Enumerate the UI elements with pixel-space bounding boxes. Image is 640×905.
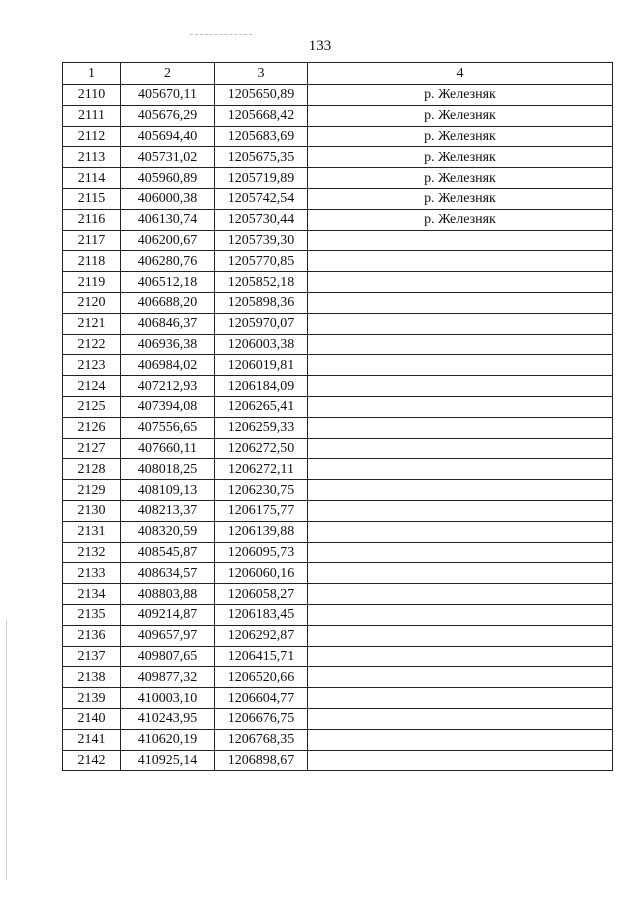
point-number-cell: 2140 [63,708,121,729]
note-cell [308,251,613,272]
table-row [63,584,613,605]
x-coordinate-cell: 406936,38 [121,334,215,355]
note-cell [308,376,613,397]
x-coordinate-cell: 406000,38 [121,188,215,209]
x-coordinate-cell: 406280,76 [121,251,215,272]
table-row [63,168,613,189]
x-coordinate-cell: 406512,18 [121,272,215,293]
y-coordinate-cell: 1206768,35 [215,729,308,750]
y-coordinate-cell: 1205852,18 [215,272,308,293]
y-coordinate-cell: 1205970,07 [215,313,308,334]
y-coordinate-cell: 1205770,85 [215,251,308,272]
note-cell: р. Железняк [308,126,613,147]
x-coordinate-cell: 406984,02 [121,355,215,376]
column-header-2: 2 [121,63,215,85]
note-cell: р. Железняк [308,209,613,230]
x-coordinate-cell: 409877,32 [121,667,215,688]
x-coordinate-cell: 405960,89 [121,168,215,189]
note-cell: р. Железняк [308,85,613,106]
table-row [63,625,613,646]
x-coordinate-cell: 407660,11 [121,438,215,459]
note-cell [308,272,613,293]
table-row [63,500,613,521]
note-cell [308,646,613,667]
x-coordinate-cell: 405670,11 [121,85,215,106]
point-number-cell: 2138 [63,667,121,688]
y-coordinate-cell: 1206139,88 [215,521,308,542]
table-row [63,438,613,459]
x-coordinate-cell: 407556,65 [121,417,215,438]
note-cell: р. Железняк [308,168,613,189]
note-cell: р. Железняк [308,105,613,126]
x-coordinate-cell: 405694,40 [121,126,215,147]
column-header-1: 1 [63,63,121,85]
table-header-row [63,63,613,85]
note-cell [308,459,613,480]
x-coordinate-cell: 409807,65 [121,646,215,667]
y-coordinate-cell: 1205739,30 [215,230,308,251]
point-number-cell: 2126 [63,417,121,438]
point-number-cell: 2124 [63,376,121,397]
y-coordinate-cell: 1205650,89 [215,85,308,106]
note-cell [308,708,613,729]
x-coordinate-cell: 408320,59 [121,521,215,542]
x-coordinate-cell: 410003,10 [121,688,215,709]
y-coordinate-cell: 1206058,27 [215,584,308,605]
point-number-cell: 2116 [63,209,121,230]
x-coordinate-cell: 407212,93 [121,376,215,397]
x-coordinate-cell: 408545,87 [121,542,215,563]
y-coordinate-cell: 1206272,50 [215,438,308,459]
x-coordinate-cell: 408213,37 [121,500,215,521]
table-row [63,480,613,501]
table-row [63,188,613,209]
point-number-cell: 2131 [63,521,121,542]
point-number-cell: 2139 [63,688,121,709]
table-row [63,521,613,542]
table-row [63,230,613,251]
y-coordinate-cell: 1206676,75 [215,708,308,729]
table-row [63,604,613,625]
point-number-cell: 2121 [63,313,121,334]
note-cell [308,313,613,334]
y-coordinate-cell: 1206230,75 [215,480,308,501]
point-number-cell: 2110 [63,85,121,106]
point-number-cell: 2111 [63,105,121,126]
note-cell: р. Железняк [308,188,613,209]
point-number-cell: 2119 [63,272,121,293]
table-row [63,85,613,106]
point-number-cell: 2129 [63,480,121,501]
x-coordinate-cell: 409657,97 [121,625,215,646]
point-number-cell: 2132 [63,542,121,563]
table-row [63,646,613,667]
note-cell [308,604,613,625]
point-number-cell: 2117 [63,230,121,251]
x-coordinate-cell: 408803,88 [121,584,215,605]
y-coordinate-cell: 1205675,35 [215,147,308,168]
table-row [63,667,613,688]
x-coordinate-cell: 405676,29 [121,105,215,126]
y-coordinate-cell: 1205730,44 [215,209,308,230]
column-header-3: 3 [215,63,308,85]
table-row [63,272,613,293]
table-row [63,209,613,230]
y-coordinate-cell: 1206060,16 [215,563,308,584]
note-cell [308,750,613,771]
point-number-cell: 2135 [63,604,121,625]
y-coordinate-cell: 1206003,38 [215,334,308,355]
x-coordinate-cell: 408018,25 [121,459,215,480]
x-coordinate-cell: 407394,08 [121,396,215,417]
table-row [63,251,613,272]
point-number-cell: 2118 [63,251,121,272]
y-coordinate-cell: 1206292,87 [215,625,308,646]
table-row [63,334,613,355]
point-number-cell: 2128 [63,459,121,480]
x-coordinate-cell: 408634,57 [121,563,215,584]
y-coordinate-cell: 1205898,36 [215,292,308,313]
x-coordinate-cell: 410925,14 [121,750,215,771]
note-cell [308,625,613,646]
point-number-cell: 2134 [63,584,121,605]
point-number-cell: 2133 [63,563,121,584]
y-coordinate-cell: 1206272,11 [215,459,308,480]
note-cell [308,729,613,750]
note-cell [308,334,613,355]
y-coordinate-cell: 1206259,33 [215,417,308,438]
point-number-cell: 2142 [63,750,121,771]
y-coordinate-cell: 1205683,69 [215,126,308,147]
y-coordinate-cell: 1205719,89 [215,168,308,189]
table-row [63,396,613,417]
y-coordinate-cell: 1206520,66 [215,667,308,688]
note-cell [308,230,613,251]
y-coordinate-cell: 1205668,42 [215,105,308,126]
point-number-cell: 2120 [63,292,121,313]
x-coordinate-cell: 406130,74 [121,209,215,230]
coordinates-table-container [62,62,613,771]
table-row [63,542,613,563]
note-cell: р. Железняк [308,147,613,168]
note-cell [308,292,613,313]
point-number-cell: 2112 [63,126,121,147]
y-coordinate-cell: 1206175,77 [215,500,308,521]
y-coordinate-cell: 1206898,67 [215,750,308,771]
note-cell [308,584,613,605]
x-coordinate-cell: 406200,67 [121,230,215,251]
y-coordinate-cell: 1206095,73 [215,542,308,563]
y-coordinate-cell: 1206604,77 [215,688,308,709]
point-number-cell: 2125 [63,396,121,417]
table-row [63,355,613,376]
x-coordinate-cell: 409214,87 [121,604,215,625]
coordinates-table [62,62,613,771]
table-row [63,417,613,438]
table-row [63,708,613,729]
scan-edge-line [6,620,7,880]
note-cell [308,688,613,709]
point-number-cell: 2122 [63,334,121,355]
table-row [63,729,613,750]
note-cell [308,500,613,521]
point-number-cell: 2136 [63,625,121,646]
column-header-4: 4 [308,63,613,85]
note-cell [308,521,613,542]
point-number-cell: 2123 [63,355,121,376]
point-number-cell: 2115 [63,188,121,209]
y-coordinate-cell: 1206265,41 [215,396,308,417]
point-number-cell: 2114 [63,168,121,189]
note-cell [308,667,613,688]
y-coordinate-cell: 1205742,54 [215,188,308,209]
table-row [63,459,613,480]
table-row [63,376,613,397]
point-number-cell: 2137 [63,646,121,667]
page-number: 133 [308,38,332,54]
note-cell [308,542,613,563]
table-row [63,750,613,771]
table-row [63,313,613,334]
point-number-cell: 2113 [63,147,121,168]
y-coordinate-cell: 1206183,45 [215,604,308,625]
point-number-cell: 2130 [63,500,121,521]
note-cell [308,355,613,376]
point-number-cell: 2141 [63,729,121,750]
x-coordinate-cell: 405731,02 [121,147,215,168]
note-cell [308,480,613,501]
table-body [63,85,613,771]
y-coordinate-cell: 1206415,71 [215,646,308,667]
table-row [63,688,613,709]
x-coordinate-cell: 406688,20 [121,292,215,313]
table-row [63,105,613,126]
note-cell [308,563,613,584]
table-row [63,563,613,584]
note-cell [308,417,613,438]
table-row [63,147,613,168]
note-cell [308,438,613,459]
x-coordinate-cell: 406846,37 [121,313,215,334]
x-coordinate-cell: 410620,19 [121,729,215,750]
y-coordinate-cell: 1206019,81 [215,355,308,376]
y-coordinate-cell: 1206184,09 [215,376,308,397]
table-row [63,126,613,147]
x-coordinate-cell: 408109,13 [121,480,215,501]
table-row [63,292,613,313]
scan-artifact [190,34,252,36]
point-number-cell: 2127 [63,438,121,459]
x-coordinate-cell: 410243,95 [121,708,215,729]
note-cell [308,396,613,417]
